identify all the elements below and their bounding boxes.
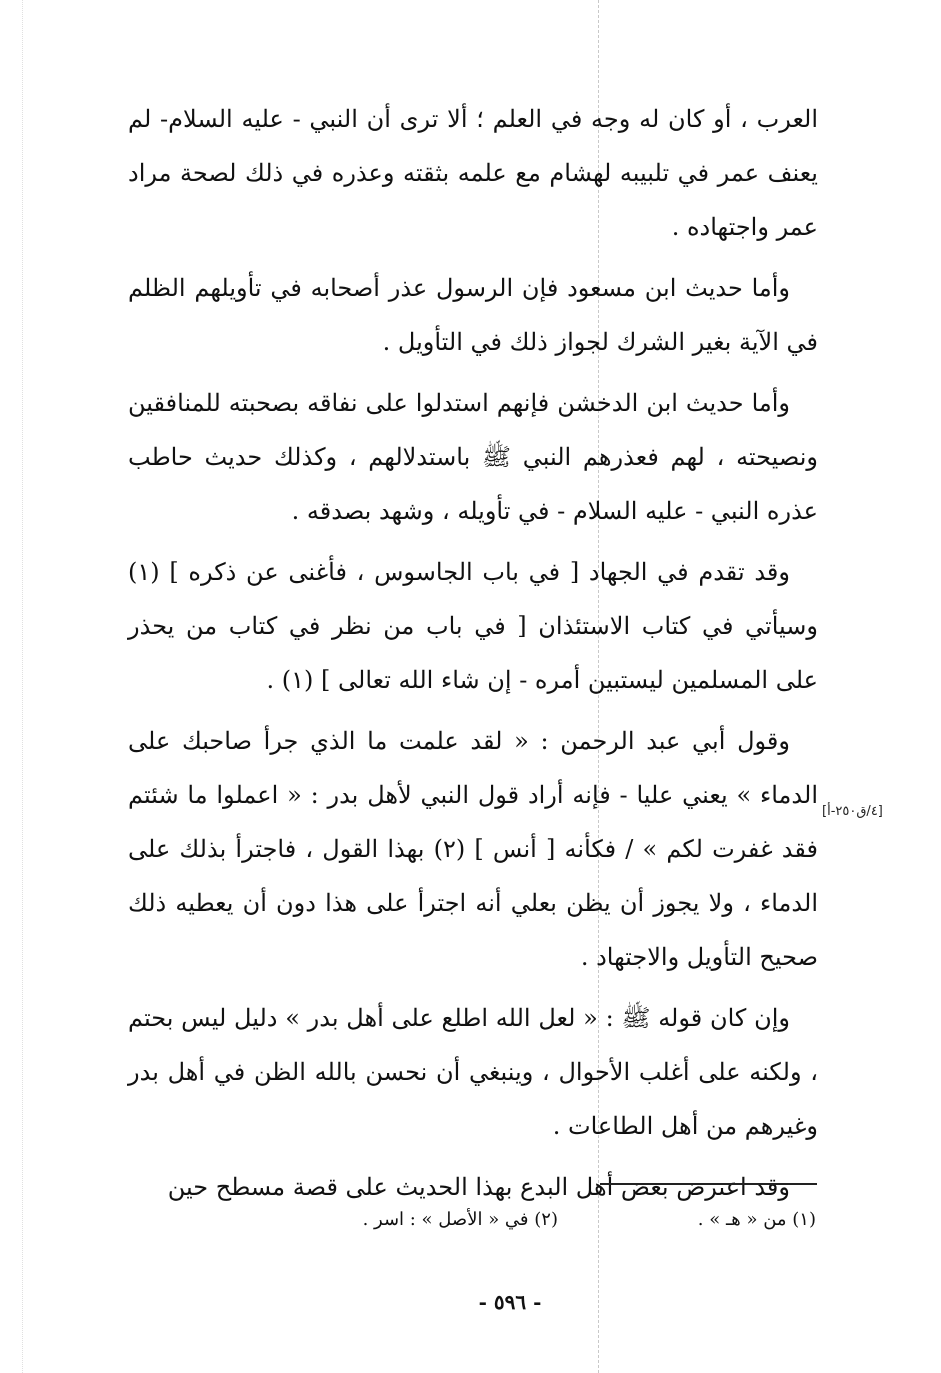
paragraph-1: العرب ، أو كان له وجه في العلم ؛ ألا ترى أن النبي - عليه السلام- لم يعنف عمر في تلبيبه لهشام مع علمه بثقته وعذره في ذلك لصحة مراد عمر واجتهاده . [128,105,818,241]
paragraph-3: وأما حديث ابن الدخشن فإنهم استدلوا على نفاقه بصحبته للمنافقين ونصيحته ، لهم فعذرهم النبي ﷺ باستدلالهم ، وكذلك حديث حاطب عذره النبي - عليه السلام - في تأويله ، وشهد بصدقه . [128,389,818,525]
paragraph-2: وأما حديث ابن مسعود فإن الرسول عذر أصحابه في تأويلهم الظلم في الآية بغير الشرك لجواز ذلك في التأويل . [128,274,818,356]
main-text [128,92,818,1221]
paragraph-4: وقد تقدم في الجهاد [ في باب الجاسوس ، فأغنى عن ذكره ] (١) وسيأتي في كتاب الاستئذان [ في باب من نظر في كتاب من يحذر على المسلمين ليستبين أمره - إن شاء الله تعالى ] (١) . [128,558,818,694]
footnote-2: (٢) في « الأصل » : اسر . [362,1209,558,1230]
paragraph-5: وقول أبي عبد الرحمن : « لقد علمت ما الذي جرأ صاحبك على الدماء » يعني عليا - فإنه أراد قول النبي لأهل بدر : « اعملوا ما شئتم فقد غفرت لكم » / فكأنه [ أنس ] (٢) بهذا القول ، فاجترأ بذلك على الدماء ، ولا يجوز أن يظن بعلي أنه اجترأ على هذا دون أن يعطيه ذلك صحيح التأويل والاجتهاد . [128,727,818,971]
scan-edge-artifact [22,0,23,1373]
paragraph-7: وقد اعترض بعض أهل البدع بهذا الحديث على قصة مسطح حين [167,1173,790,1201]
footnote-1: (١) من « هـ » . [697,1209,816,1230]
page-number: - ٥٩٦ - [478,1290,542,1314]
manuscript-folio-marker: [٤/ق٢٥٠-أ] [822,804,883,819]
paragraph-6: وإن كان قوله ﷺ : « لعل الله اطلع على أهل بدر » دليل ليس بحتم ، ولكنه على أغلب الأحوال ، وينبغي أن نحسن بالله الظن في أهل بدر وغيرهم من أهل الطاعات . [128,1004,818,1140]
footnote-separator [600,1183,817,1185]
footnotes [180,1200,816,1240]
